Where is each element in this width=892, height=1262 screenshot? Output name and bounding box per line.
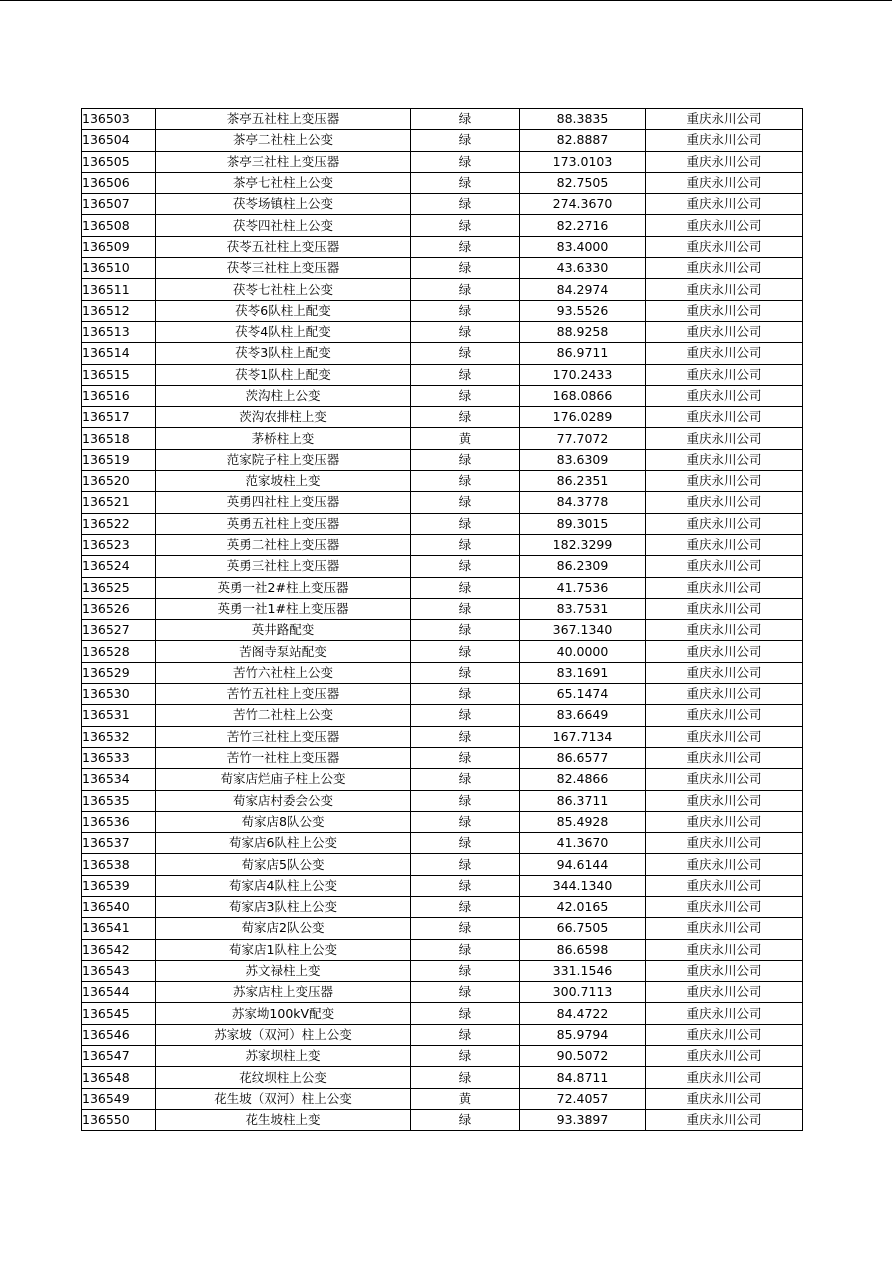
cell-status: 绿 — [411, 1024, 520, 1045]
cell-value: 173.0103 — [520, 151, 646, 172]
cell-status: 绿 — [411, 109, 520, 130]
cell-company: 重庆永川公司 — [646, 875, 803, 896]
table-row — [82, 300, 803, 321]
cell-id: 136525 — [82, 577, 156, 598]
cell-company: 重庆永川公司 — [646, 705, 803, 726]
cell-value: 83.6649 — [520, 705, 646, 726]
cell-status: 绿 — [411, 130, 520, 151]
cell-status: 绿 — [411, 279, 520, 300]
table-row — [82, 407, 803, 428]
table-row — [82, 236, 803, 257]
cell-value: 40.0000 — [520, 641, 646, 662]
cell-company: 重庆永川公司 — [646, 215, 803, 236]
cell-value: 72.4057 — [520, 1088, 646, 1109]
cell-name: 茯苓3队柱上配变 — [156, 343, 411, 364]
table-row — [82, 1024, 803, 1045]
cell-status: 绿 — [411, 258, 520, 279]
cell-id: 136519 — [82, 449, 156, 470]
cell-status: 绿 — [411, 790, 520, 811]
cell-company: 重庆永川公司 — [646, 151, 803, 172]
cell-status: 绿 — [411, 215, 520, 236]
cell-id: 136514 — [82, 343, 156, 364]
cell-value: 90.5072 — [520, 1046, 646, 1067]
cell-id: 136532 — [82, 726, 156, 747]
cell-status: 绿 — [411, 769, 520, 790]
cell-id: 136536 — [82, 811, 156, 832]
cell-value: 86.6577 — [520, 747, 646, 768]
cell-name: 茶亭二社柱上公变 — [156, 130, 411, 151]
cell-name: 茯苓四社柱上公变 — [156, 215, 411, 236]
cell-id: 136530 — [82, 684, 156, 705]
cell-name: 茅桥柱上变 — [156, 428, 411, 449]
cell-company: 重庆永川公司 — [646, 109, 803, 130]
cell-name: 英勇一社2#柱上变压器 — [156, 577, 411, 598]
cell-status: 绿 — [411, 194, 520, 215]
cell-status: 绿 — [411, 705, 520, 726]
cell-value: 86.2309 — [520, 556, 646, 577]
cell-company: 重庆永川公司 — [646, 449, 803, 470]
cell-status: 绿 — [411, 939, 520, 960]
cell-status: 绿 — [411, 172, 520, 193]
cell-name: 英勇二社柱上变压器 — [156, 534, 411, 555]
cell-status: 绿 — [411, 1046, 520, 1067]
cell-status: 绿 — [411, 833, 520, 854]
cell-name: 范家坡柱上变 — [156, 471, 411, 492]
cell-company: 重庆永川公司 — [646, 1109, 803, 1130]
cell-id: 136546 — [82, 1024, 156, 1045]
cell-company: 重庆永川公司 — [646, 385, 803, 406]
cell-id: 136547 — [82, 1046, 156, 1067]
cell-company: 重庆永川公司 — [646, 279, 803, 300]
cell-value: 85.4928 — [520, 811, 646, 832]
cell-status: 绿 — [411, 449, 520, 470]
cell-id: 136518 — [82, 428, 156, 449]
table-row — [82, 684, 803, 705]
table-row — [82, 151, 803, 172]
table-row — [82, 896, 803, 917]
cell-name: 茯苓三社柱上变压器 — [156, 258, 411, 279]
cell-status: 绿 — [411, 151, 520, 172]
cell-status: 绿 — [411, 513, 520, 534]
cell-company: 重庆永川公司 — [646, 726, 803, 747]
cell-name: 英勇五社柱上变压器 — [156, 513, 411, 534]
cell-company: 重庆永川公司 — [646, 1046, 803, 1067]
cell-id: 136545 — [82, 1003, 156, 1024]
cell-company: 重庆永川公司 — [646, 598, 803, 619]
cell-name: 花生坡（双河）柱上公变 — [156, 1088, 411, 1109]
cell-id: 136544 — [82, 982, 156, 1003]
table-row — [82, 449, 803, 470]
cell-value: 82.8887 — [520, 130, 646, 151]
cell-status: 绿 — [411, 896, 520, 917]
cell-name: 花生坡柱上变 — [156, 1109, 411, 1130]
table-row — [82, 1109, 803, 1130]
cell-company: 重庆永川公司 — [646, 321, 803, 342]
cell-value: 82.4866 — [520, 769, 646, 790]
cell-company: 重庆永川公司 — [646, 854, 803, 875]
cell-name: 荀家店村委会公变 — [156, 790, 411, 811]
table-row — [82, 513, 803, 534]
cell-id: 136515 — [82, 364, 156, 385]
cell-company: 重庆永川公司 — [646, 896, 803, 917]
table-row — [82, 577, 803, 598]
cell-value: 168.0866 — [520, 385, 646, 406]
cell-value: 344.1340 — [520, 875, 646, 896]
cell-name: 茯苓6队柱上配变 — [156, 300, 411, 321]
cell-id: 136549 — [82, 1088, 156, 1109]
cell-id: 136537 — [82, 833, 156, 854]
cell-id: 136509 — [82, 236, 156, 257]
cell-name: 荀家店烂庙子柱上公变 — [156, 769, 411, 790]
table-row — [82, 747, 803, 768]
cell-status: 绿 — [411, 684, 520, 705]
cell-status: 黄 — [411, 1088, 520, 1109]
cell-name: 荀家店1队柱上公变 — [156, 939, 411, 960]
cell-name: 茯苓七社柱上公变 — [156, 279, 411, 300]
cell-value: 88.9258 — [520, 321, 646, 342]
cell-name: 苦竹六社柱上公变 — [156, 662, 411, 683]
cell-company: 重庆永川公司 — [646, 747, 803, 768]
cell-id: 136539 — [82, 875, 156, 896]
cell-value: 167.7134 — [520, 726, 646, 747]
cell-company: 重庆永川公司 — [646, 833, 803, 854]
table-row — [82, 641, 803, 662]
cell-id: 136548 — [82, 1067, 156, 1088]
cell-name: 英勇一社1#柱上变压器 — [156, 598, 411, 619]
cell-id: 136538 — [82, 854, 156, 875]
cell-name: 茯苓五社柱上变压器 — [156, 236, 411, 257]
table-row — [82, 662, 803, 683]
cell-name: 荀家店6队柱上公变 — [156, 833, 411, 854]
cell-value: 43.6330 — [520, 258, 646, 279]
page-top-border — [0, 0, 892, 1]
table-row — [82, 321, 803, 342]
cell-id: 136513 — [82, 321, 156, 342]
cell-value: 86.2351 — [520, 471, 646, 492]
table-row — [82, 811, 803, 832]
cell-status: 绿 — [411, 343, 520, 364]
cell-name: 英勇四社柱上变压器 — [156, 492, 411, 513]
cell-company: 重庆永川公司 — [646, 960, 803, 981]
table-row — [82, 428, 803, 449]
cell-company: 重庆永川公司 — [646, 662, 803, 683]
cell-value: 93.5526 — [520, 300, 646, 321]
cell-status: 绿 — [411, 854, 520, 875]
table-row — [82, 769, 803, 790]
cell-company: 重庆永川公司 — [646, 236, 803, 257]
cell-company: 重庆永川公司 — [646, 577, 803, 598]
cell-name: 茯苓场镇柱上公变 — [156, 194, 411, 215]
cell-company: 重庆永川公司 — [646, 556, 803, 577]
cell-value: 84.3778 — [520, 492, 646, 513]
cell-id: 136529 — [82, 662, 156, 683]
cell-name: 苏家坡（双河）柱上公变 — [156, 1024, 411, 1045]
cell-id: 136534 — [82, 769, 156, 790]
cell-value: 84.2974 — [520, 279, 646, 300]
table-row — [82, 939, 803, 960]
cell-status: 绿 — [411, 534, 520, 555]
cell-status: 绿 — [411, 364, 520, 385]
table-row — [82, 1088, 803, 1109]
cell-status: 绿 — [411, 918, 520, 939]
table-row — [82, 343, 803, 364]
cell-company: 重庆永川公司 — [646, 428, 803, 449]
table-row — [82, 258, 803, 279]
cell-id: 136503 — [82, 109, 156, 130]
cell-name: 荀家店5队公变 — [156, 854, 411, 875]
cell-id: 136508 — [82, 215, 156, 236]
cell-company: 重庆永川公司 — [646, 172, 803, 193]
table-row — [82, 1067, 803, 1088]
cell-name: 苦竹一社柱上变压器 — [156, 747, 411, 768]
cell-status: 绿 — [411, 1067, 520, 1088]
cell-company: 重庆永川公司 — [646, 407, 803, 428]
cell-value: 93.3897 — [520, 1109, 646, 1130]
table-row — [82, 1046, 803, 1067]
cell-status: 绿 — [411, 556, 520, 577]
cell-value: 83.4000 — [520, 236, 646, 257]
cell-id: 136526 — [82, 598, 156, 619]
cell-company: 重庆永川公司 — [646, 364, 803, 385]
cell-value: 300.7113 — [520, 982, 646, 1003]
cell-id: 136516 — [82, 385, 156, 406]
cell-name: 苦竹三社柱上变压器 — [156, 726, 411, 747]
cell-id: 136540 — [82, 896, 156, 917]
cell-id: 136517 — [82, 407, 156, 428]
table-row — [82, 790, 803, 811]
cell-id: 136504 — [82, 130, 156, 151]
table-row — [82, 726, 803, 747]
table-row — [82, 534, 803, 555]
cell-status: 绿 — [411, 236, 520, 257]
cell-status: 绿 — [411, 662, 520, 683]
cell-status: 绿 — [411, 726, 520, 747]
cell-status: 绿 — [411, 641, 520, 662]
cell-id: 136511 — [82, 279, 156, 300]
cell-company: 重庆永川公司 — [646, 790, 803, 811]
cell-value: 88.3835 — [520, 109, 646, 130]
cell-company: 重庆永川公司 — [646, 492, 803, 513]
table-row — [82, 215, 803, 236]
table-row — [82, 130, 803, 151]
cell-company: 重庆永川公司 — [646, 343, 803, 364]
cell-value: 77.7072 — [520, 428, 646, 449]
table-row — [82, 471, 803, 492]
table-row — [82, 194, 803, 215]
cell-id: 136535 — [82, 790, 156, 811]
table-row — [82, 598, 803, 619]
cell-status: 绿 — [411, 471, 520, 492]
cell-name: 茨沟柱上公变 — [156, 385, 411, 406]
cell-status: 绿 — [411, 492, 520, 513]
cell-company: 重庆永川公司 — [646, 939, 803, 960]
cell-company: 重庆永川公司 — [646, 1024, 803, 1045]
cell-company: 重庆永川公司 — [646, 918, 803, 939]
cell-id: 136510 — [82, 258, 156, 279]
cell-company: 重庆永川公司 — [646, 513, 803, 534]
cell-id: 136528 — [82, 641, 156, 662]
cell-name: 茶亭五社柱上变压器 — [156, 109, 411, 130]
table-row — [82, 705, 803, 726]
table-row — [82, 556, 803, 577]
cell-status: 绿 — [411, 620, 520, 641]
cell-status: 绿 — [411, 811, 520, 832]
table-row — [82, 875, 803, 896]
cell-company: 重庆永川公司 — [646, 534, 803, 555]
cell-id: 136505 — [82, 151, 156, 172]
cell-company: 重庆永川公司 — [646, 300, 803, 321]
cell-id: 136541 — [82, 918, 156, 939]
cell-id: 136543 — [82, 960, 156, 981]
cell-value: 274.3670 — [520, 194, 646, 215]
cell-name: 范家院子柱上变压器 — [156, 449, 411, 470]
table-row — [82, 1003, 803, 1024]
cell-name: 荀家店3队柱上公变 — [156, 896, 411, 917]
cell-value: 94.6144 — [520, 854, 646, 875]
cell-name: 荀家店2队公变 — [156, 918, 411, 939]
cell-status: 绿 — [411, 407, 520, 428]
cell-value: 84.4722 — [520, 1003, 646, 1024]
cell-id: 136506 — [82, 172, 156, 193]
cell-id: 136522 — [82, 513, 156, 534]
cell-name: 荀家店8队公变 — [156, 811, 411, 832]
cell-value: 176.0289 — [520, 407, 646, 428]
cell-value: 83.1691 — [520, 662, 646, 683]
cell-name: 苏文禄柱上变 — [156, 960, 411, 981]
cell-name: 苏家店柱上变压器 — [156, 982, 411, 1003]
table-row — [82, 279, 803, 300]
cell-status: 绿 — [411, 747, 520, 768]
cell-company: 重庆永川公司 — [646, 471, 803, 492]
table-row — [82, 364, 803, 385]
cell-company: 重庆永川公司 — [646, 769, 803, 790]
cell-id: 136550 — [82, 1109, 156, 1130]
cell-name: 荀家店4队柱上公变 — [156, 875, 411, 896]
table-row — [82, 172, 803, 193]
cell-id: 136533 — [82, 747, 156, 768]
cell-name: 英勇三社柱上变压器 — [156, 556, 411, 577]
cell-status: 绿 — [411, 1109, 520, 1130]
cell-name: 茨沟农排柱上变 — [156, 407, 411, 428]
table-body — [82, 109, 803, 1131]
cell-name: 茶亭三社柱上变压器 — [156, 151, 411, 172]
table-row — [82, 109, 803, 130]
cell-name: 苏家坳100kV配变 — [156, 1003, 411, 1024]
cell-value: 83.6309 — [520, 449, 646, 470]
cell-value: 42.0165 — [520, 896, 646, 917]
cell-value: 170.2433 — [520, 364, 646, 385]
cell-status: 绿 — [411, 598, 520, 619]
table-row — [82, 982, 803, 1003]
cell-value: 82.7505 — [520, 172, 646, 193]
cell-value: 86.6598 — [520, 939, 646, 960]
cell-value: 182.3299 — [520, 534, 646, 555]
cell-status: 绿 — [411, 321, 520, 342]
cell-company: 重庆永川公司 — [646, 194, 803, 215]
cell-value: 83.7531 — [520, 598, 646, 619]
cell-value: 82.2716 — [520, 215, 646, 236]
cell-value: 65.1474 — [520, 684, 646, 705]
cell-company: 重庆永川公司 — [646, 1067, 803, 1088]
cell-value: 367.1340 — [520, 620, 646, 641]
cell-value: 66.7505 — [520, 918, 646, 939]
cell-name: 茯苓4队柱上配变 — [156, 321, 411, 342]
cell-value: 86.9711 — [520, 343, 646, 364]
cell-value: 41.3670 — [520, 833, 646, 854]
cell-status: 绿 — [411, 385, 520, 406]
table-row — [82, 833, 803, 854]
cell-company: 重庆永川公司 — [646, 641, 803, 662]
cell-status: 绿 — [411, 1003, 520, 1024]
cell-company: 重庆永川公司 — [646, 258, 803, 279]
cell-company: 重庆永川公司 — [646, 811, 803, 832]
cell-company: 重庆永川公司 — [646, 684, 803, 705]
cell-value: 84.8711 — [520, 1067, 646, 1088]
cell-company: 重庆永川公司 — [646, 1003, 803, 1024]
cell-company: 重庆永川公司 — [646, 130, 803, 151]
cell-id: 136542 — [82, 939, 156, 960]
table-row — [82, 960, 803, 981]
cell-id: 136527 — [82, 620, 156, 641]
table-row — [82, 620, 803, 641]
cell-status: 黄 — [411, 428, 520, 449]
cell-status: 绿 — [411, 982, 520, 1003]
cell-name: 英井路配变 — [156, 620, 411, 641]
cell-company: 重庆永川公司 — [646, 620, 803, 641]
cell-company: 重庆永川公司 — [646, 1088, 803, 1109]
cell-value: 85.9794 — [520, 1024, 646, 1045]
cell-id: 136531 — [82, 705, 156, 726]
cell-name: 茯苓1队柱上配变 — [156, 364, 411, 385]
table-row — [82, 918, 803, 939]
table-row — [82, 854, 803, 875]
cell-value: 41.7536 — [520, 577, 646, 598]
cell-name: 花纹坝柱上公变 — [156, 1067, 411, 1088]
cell-name: 苦竹二社柱上公变 — [156, 705, 411, 726]
cell-id: 136507 — [82, 194, 156, 215]
cell-value: 331.1546 — [520, 960, 646, 981]
cell-id: 136524 — [82, 556, 156, 577]
cell-name: 苦阁寺泵站配变 — [156, 641, 411, 662]
cell-status: 绿 — [411, 300, 520, 321]
cell-status: 绿 — [411, 875, 520, 896]
cell-value: 89.3015 — [520, 513, 646, 534]
cell-name: 苏家坝柱上变 — [156, 1046, 411, 1067]
cell-name: 苦竹五社柱上变压器 — [156, 684, 411, 705]
data-table — [81, 108, 803, 1131]
cell-id: 136523 — [82, 534, 156, 555]
cell-value: 86.3711 — [520, 790, 646, 811]
cell-status: 绿 — [411, 960, 520, 981]
cell-id: 136512 — [82, 300, 156, 321]
cell-id: 136520 — [82, 471, 156, 492]
cell-id: 136521 — [82, 492, 156, 513]
cell-status: 绿 — [411, 577, 520, 598]
table-row — [82, 385, 803, 406]
table-row — [82, 492, 803, 513]
cell-name: 茶亭七社柱上公变 — [156, 172, 411, 193]
cell-company: 重庆永川公司 — [646, 982, 803, 1003]
